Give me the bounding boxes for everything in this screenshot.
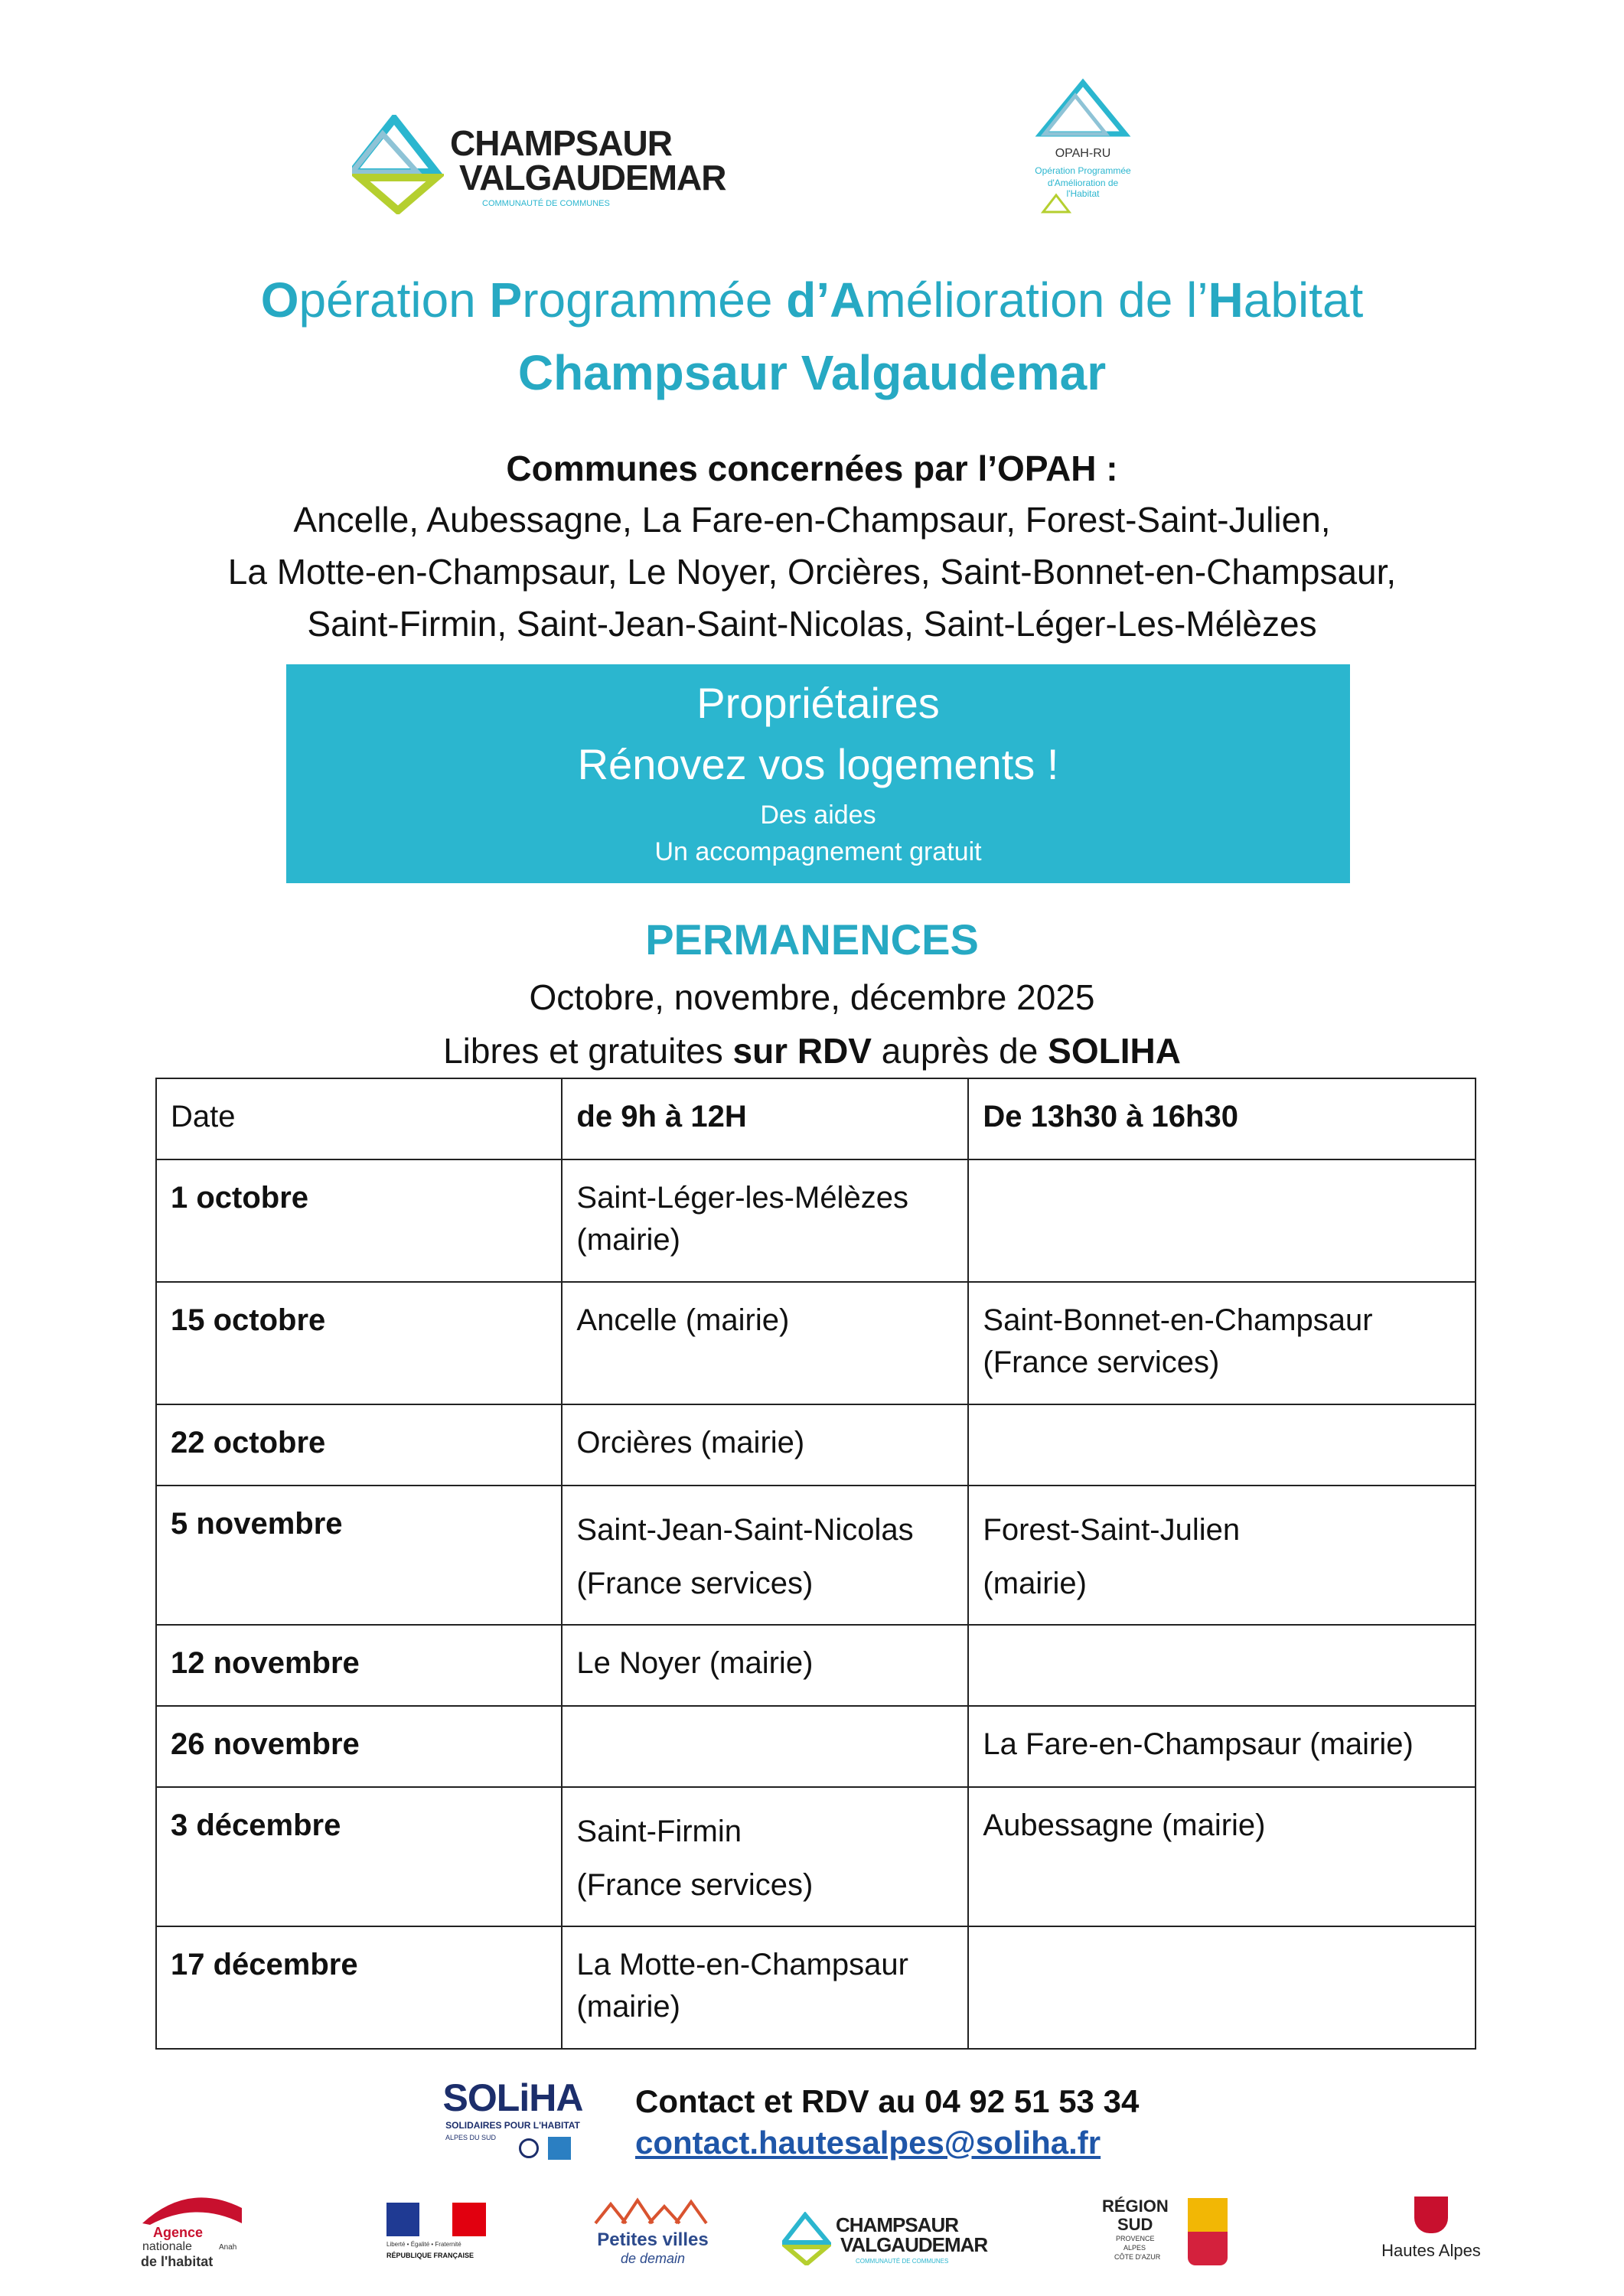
banner-line3: Des aides [760, 801, 876, 830]
ccv-footer-line2: VALGAUDEMAR [840, 2233, 988, 2256]
opah-small-ccv-icon [1041, 193, 1071, 216]
soliha-logo-tagline: SOLIDAIRES POUR L'HABITAT [445, 2120, 580, 2131]
permanences-period: Octobre, novembre, décembre 2025 [529, 977, 1095, 1017]
row-morning: Saint-Léger-les-Mélèzes (mairie) [562, 1159, 968, 1282]
table-header-row [156, 1078, 1476, 1159]
table-row [156, 1926, 1476, 2049]
opah-ru-line3: d'Amélioration de l'Habitat [1047, 178, 1119, 199]
ccv-logo-line1: CHAMPSAUR [450, 123, 672, 163]
header-afternoon: De 13h30 à 16h30 [968, 1078, 1476, 1159]
page-title-line1: Opération Programmée d’Amélioration de l’Habitat [260, 272, 1364, 328]
ccv-logo-sub: COMMUNAUTÉ DE COMMUNES [482, 199, 610, 208]
row-afternoon: La Fare-en-Champsaur (mairie) [968, 1706, 1476, 1787]
row-morning: Ancelle (mairie) [562, 1282, 968, 1404]
opah-ru-title: OPAH-RU [1055, 147, 1111, 160]
anah-line3: de l'habitat [141, 2254, 214, 2269]
row-afternoon [968, 1404, 1476, 1486]
soliha-logo-region: ALPES DU SUD [445, 2134, 497, 2141]
anah-line4: Anah [219, 2243, 237, 2252]
anah-swoosh-icon [135, 2185, 249, 2227]
soliha-qualite-icon [548, 2137, 571, 2160]
communes-heading: Communes concernées par l’OPAH : [506, 448, 1118, 488]
anah-logo [135, 2185, 257, 2269]
row-afternoon [968, 1625, 1476, 1706]
row-afternoon: Forest-Saint-Julien (mairie) [968, 1486, 1476, 1625]
row-morning: Saint-Jean-Saint-Nicolas (France services) [562, 1486, 968, 1625]
banner-line1: Propriétaires [696, 679, 940, 727]
permanences-rdv: Libres et gratuites sur RDV auprès de SOLIHA [443, 1031, 1181, 1071]
table-row [156, 1282, 1476, 1404]
row-date: 1 octobre [156, 1159, 562, 1282]
row-afternoon: Aubessagne (mairie) [968, 1787, 1476, 1926]
opah-ru-line2: Opération Programmée [1035, 165, 1131, 176]
region-sud-logo [1102, 2197, 1240, 2273]
row-morning: Le Noyer (mairie) [562, 1625, 968, 1706]
village-roofs-icon [592, 2193, 714, 2227]
region-line4: ALPES [1123, 2244, 1146, 2252]
row-afternoon: Saint-Bonnet-en-Champsaur (France services) [968, 1282, 1476, 1404]
row-date: 12 novembre [156, 1625, 562, 1706]
row-morning: Orcières (mairie) [562, 1404, 968, 1486]
row-date: 15 octobre [156, 1282, 562, 1404]
communes-line: Saint-Firmin, Saint-Jean-Saint-Nicolas, Saint-Léger-Les-Mélèzes [307, 604, 1317, 644]
republique-name: RÉPUBLIQUE FRANÇAISE [386, 2252, 474, 2259]
table-row [156, 1787, 1476, 1926]
row-date: 5 novembre [156, 1486, 562, 1625]
page-title-line2: Champsaur Valgaudemar [517, 345, 1107, 400]
table-row [156, 1404, 1476, 1486]
row-afternoon [968, 1159, 1476, 1282]
communes-line: Ancelle, Aubessagne, La Fare-en-Champsaur, Forest-Saint-Julien, [293, 500, 1331, 540]
table-row [156, 1706, 1476, 1787]
region-line5: CÔTE D'AZUR [1114, 2253, 1161, 2261]
row-afternoon [968, 1926, 1476, 2049]
header-date: Date [156, 1078, 562, 1159]
row-morning: La Motte-en-Champsaur (mairie) [562, 1926, 968, 2049]
region-line1: RÉGION [1102, 2197, 1169, 2216]
hautes-alpes-logo [1378, 2197, 1485, 2265]
opah-ru-logo [1033, 77, 1133, 222]
hautes-alpes-name: Hautes Alpes [1381, 2241, 1481, 2260]
table-row [156, 1159, 1476, 1282]
anah-line2: nationale [142, 2240, 192, 2253]
row-date: 22 octobre [156, 1404, 562, 1486]
opah-mountain-icon [1033, 77, 1133, 145]
mountain-logo-icon [352, 115, 444, 214]
contact-email-link[interactable]: contact.hautesalpes@soliha.fr [635, 2125, 1101, 2161]
schedule-table [155, 1078, 1476, 2050]
ccv-footer-logo [782, 2212, 988, 2265]
table-row [156, 1486, 1476, 1625]
region-shield-icon [1188, 2198, 1228, 2265]
row-date: 17 décembre [156, 1926, 562, 2049]
petites-villes-line1: Petites villes [597, 2229, 709, 2250]
anah-line1: Agence [153, 2225, 204, 2240]
petites-villes-logo [588, 2193, 718, 2269]
ccv-footer-sub: COMMUNAUTÉ DE COMMUNES [856, 2258, 949, 2265]
ccv-footer-line1: CHAMPSAUR [836, 2213, 958, 2236]
soliha-badge-icon [519, 2138, 539, 2158]
banner-line2: Rénovez vos logements ! [577, 740, 1059, 788]
permanences-title: PERMANENCES [645, 915, 979, 964]
banner-line4: Un accompagnement gratuit [654, 837, 982, 866]
row-morning: Saint-Firmin (France services) [562, 1787, 968, 1926]
communes-line: La Motte-en-Champsaur, Le Noyer, Orcières, Saint-Bonnet-en-Champsaur, [227, 552, 1397, 592]
region-line3: PROVENCE [1116, 2235, 1155, 2242]
hautes-alpes-crest-icon [1414, 2197, 1448, 2233]
region-line2: SUD [1117, 2215, 1153, 2234]
soliha-logo [436, 2076, 589, 2164]
republique-motto: Liberté • Égalité • Fraternité [386, 2241, 461, 2248]
row-morning [562, 1706, 968, 1787]
soliha-logo-name: SOLiHA [442, 2076, 583, 2119]
petites-villes-line2: de demain [620, 2251, 686, 2266]
contact-phone: Contact et RDV au 04 92 51 53 34 [635, 2083, 1140, 2119]
ccv-logo [352, 115, 726, 214]
ccv-logo-line2: VALGAUDEMAR [459, 158, 726, 197]
republique-logo [386, 2203, 494, 2265]
flag-icon [386, 2203, 486, 2236]
owners-banner [286, 664, 1350, 883]
header-morning: de 9h à 12H [562, 1078, 968, 1159]
table-row [156, 1625, 1476, 1706]
row-date: 26 novembre [156, 1706, 562, 1787]
ccv-footer-mountain-icon [782, 2212, 831, 2265]
row-date: 3 décembre [156, 1787, 562, 1926]
